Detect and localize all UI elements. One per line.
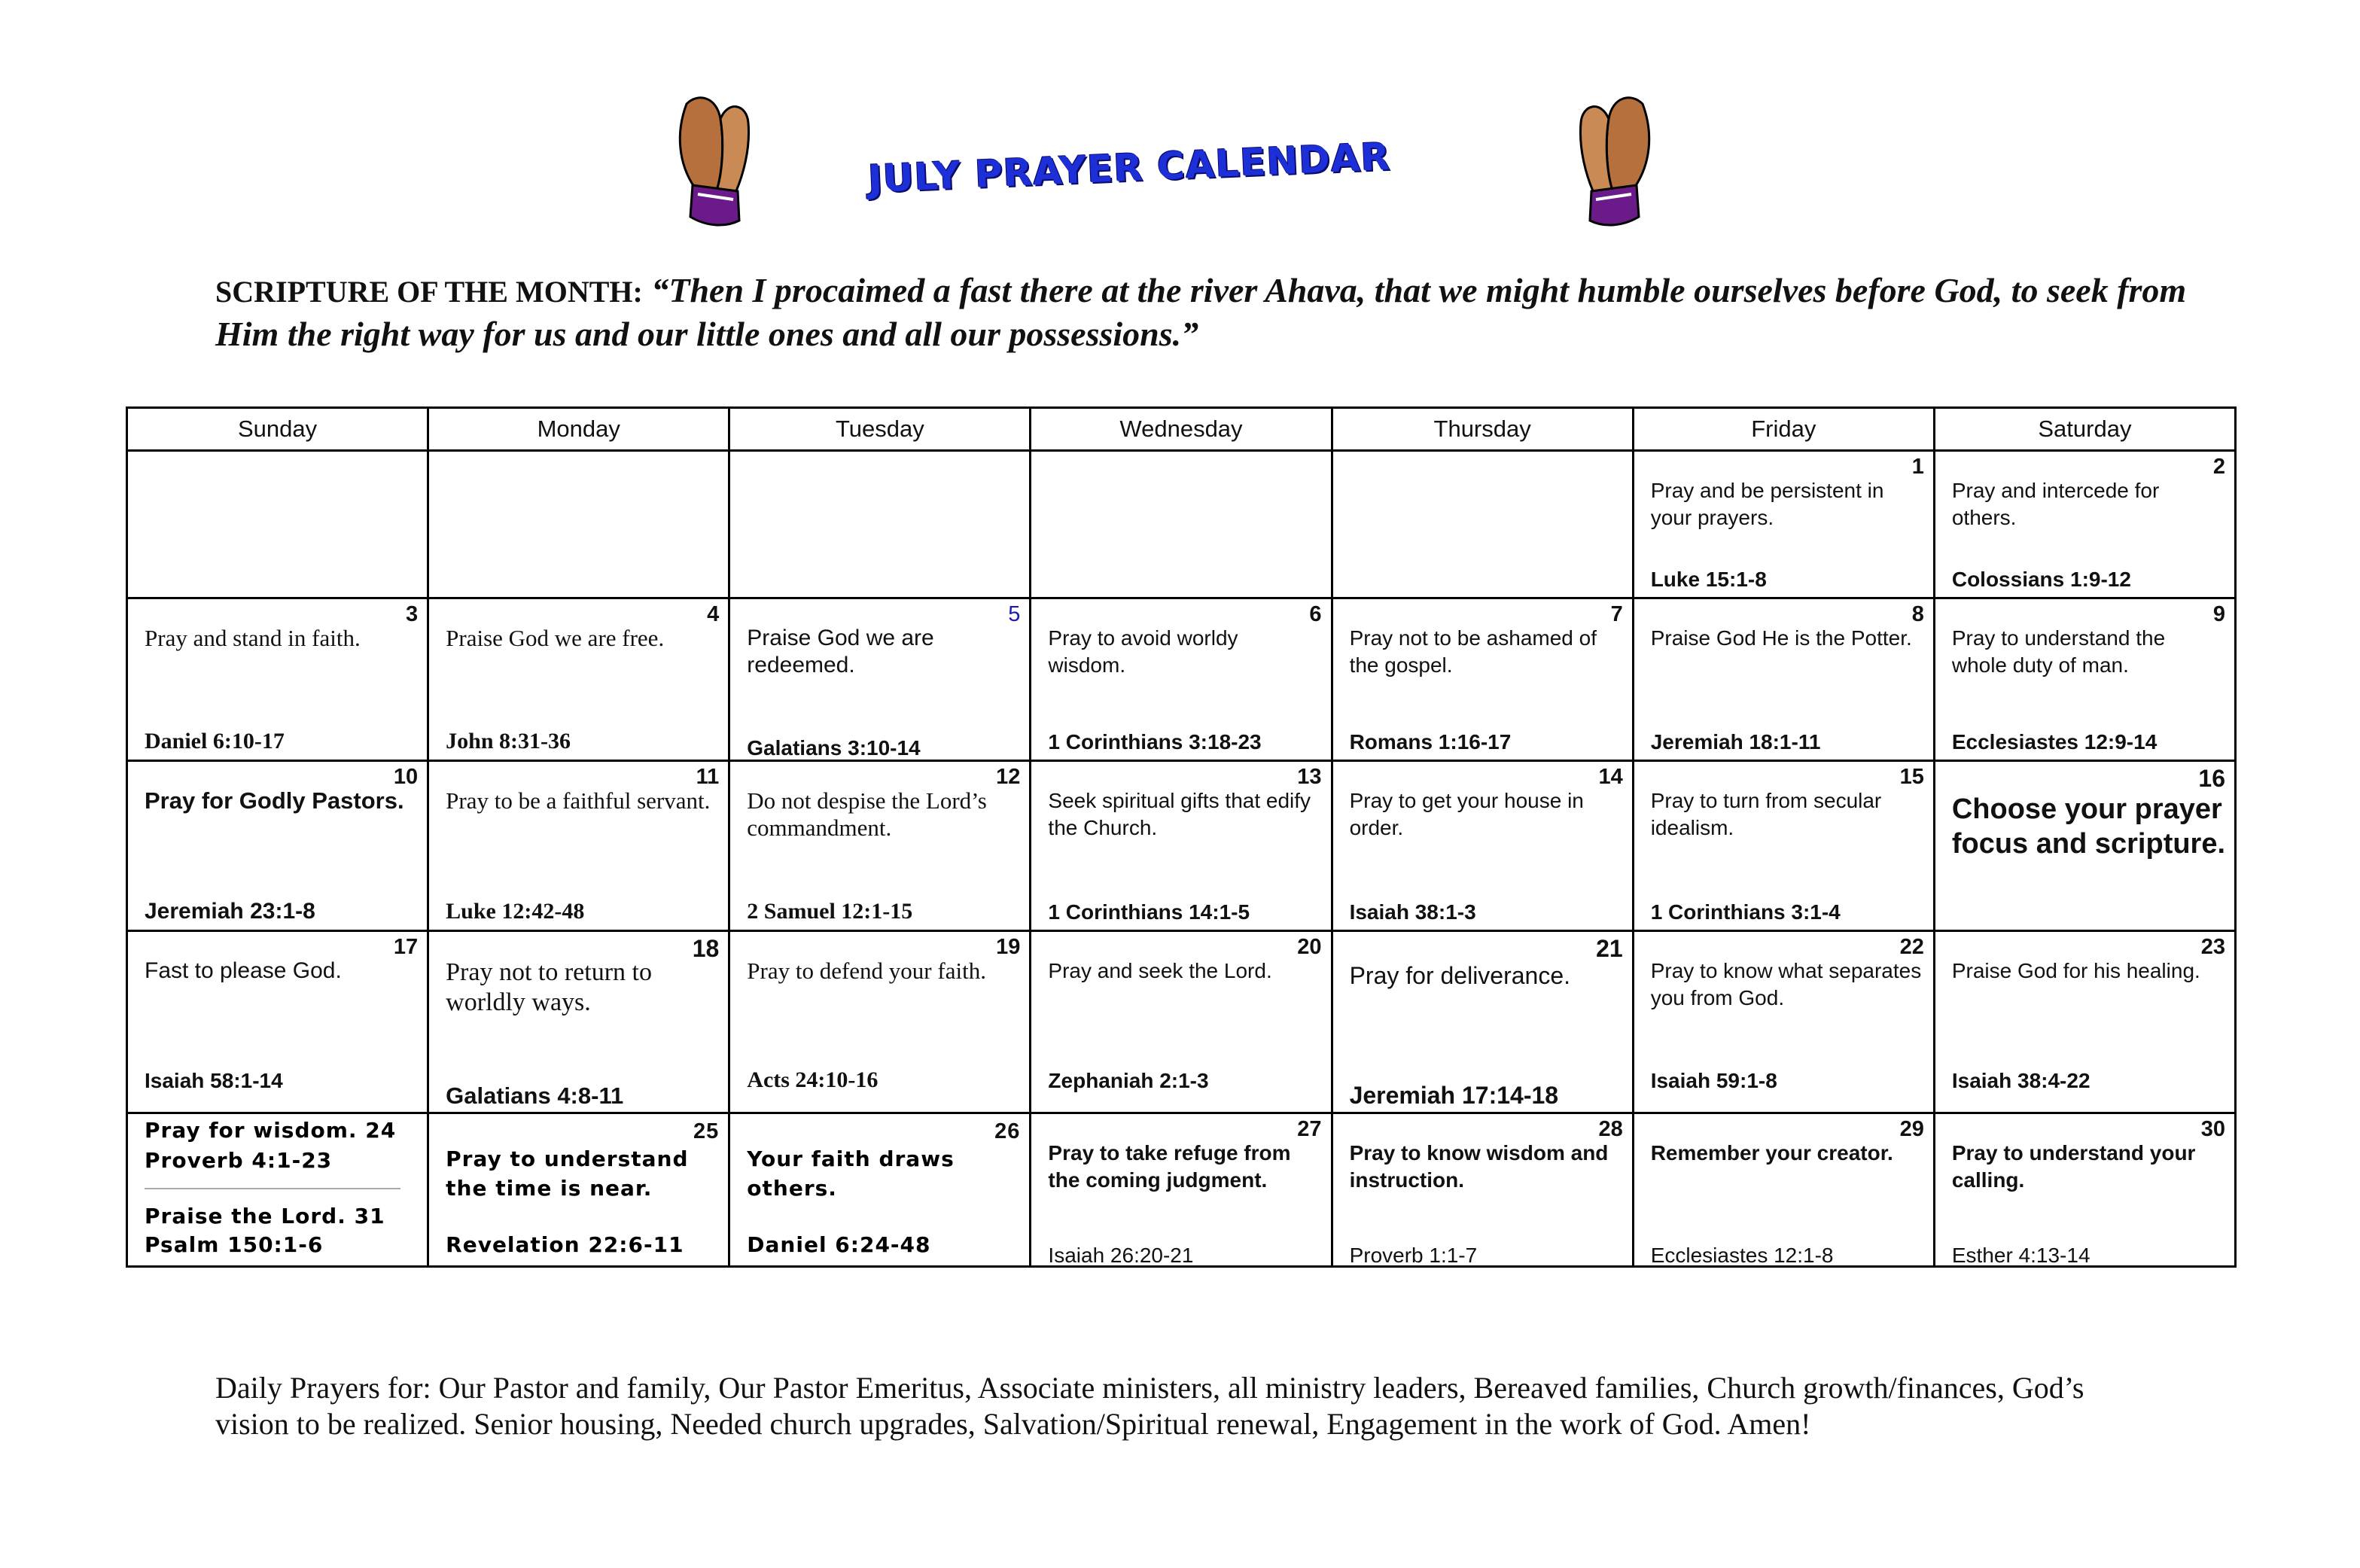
- day-header: Thursday: [1332, 408, 1633, 451]
- day-number: 29: [1899, 1117, 1924, 1142]
- day-cell: [1633, 761, 1934, 931]
- prayer-text: Praise God He is the Potter.: [1650, 626, 1912, 650]
- day-cell: [1934, 931, 2235, 1113]
- day-cell: [729, 931, 1031, 1113]
- day-header: Friday: [1633, 408, 1934, 451]
- day-number: 6: [1309, 602, 1322, 627]
- scripture-of-the-month: [215, 269, 2248, 355]
- scripture-ref: Isaiah 58:1-14: [145, 1069, 283, 1093]
- day-number: 30: [2200, 1117, 2225, 1142]
- day-cell: [428, 931, 729, 1113]
- prayer-text: Pray not to be ashamed of the gospel.: [1349, 626, 1597, 677]
- prayer-text: Praise God for his healing.: [1951, 959, 2200, 983]
- day-cell: [1031, 761, 1332, 931]
- day-cell: [1332, 598, 1633, 761]
- scripture-ref: 1 Corinthians 3:18-23: [1048, 730, 1262, 754]
- scripture-label: SCRIPTURE OF THE MONTH:: [215, 275, 643, 309]
- scripture-ref: Luke 12:42-48: [446, 899, 585, 924]
- day-cell: [729, 598, 1031, 761]
- scripture-ref: Isaiah 38:1-3: [1349, 900, 1476, 924]
- day-number: 20: [1297, 935, 1322, 960]
- prayer-text: Pray to defend your faith.: [747, 958, 986, 985]
- day-number: 15: [1899, 765, 1924, 790]
- prayer-text: Pray not to return to worldly ways.: [446, 958, 652, 1017]
- scripture-ref: Jeremiah 17:14-18: [1349, 1082, 1559, 1110]
- prayer-text: Pray to get your house in order.: [1349, 789, 1584, 840]
- scripture-ref: Galatians 3:10-14: [747, 736, 921, 760]
- day-cell-combined: [127, 1113, 428, 1267]
- day-header: Monday: [428, 408, 729, 451]
- day-number: 1: [1911, 455, 1924, 480]
- scripture-ref: Daniel 6:24-48: [747, 1232, 931, 1258]
- scripture-ref: Isaiah 38:4-22: [1951, 1069, 2091, 1093]
- prayer-text: Pray to be a faithful servant.: [446, 787, 711, 814]
- day-number: 7: [1610, 602, 1623, 627]
- day-header: Saturday: [1934, 408, 2235, 451]
- scripture-ref: Zephaniah 2:1-3: [1048, 1069, 1209, 1093]
- prayer-focus-text: Choose your prayer focus and scripture.: [1951, 793, 2226, 860]
- scripture-ref: Acts 24:10-16: [747, 1067, 879, 1093]
- prayer-text: Pray to understand the whole duty of man.: [1951, 626, 2166, 677]
- prayer-text: Pray to know wisdom and instruction.: [1349, 1141, 1609, 1192]
- prayer-text: Pray to take refuge from the coming judgment.: [1048, 1141, 1291, 1192]
- scripture-ref: Psalm 150:1-6: [145, 1232, 324, 1258]
- day-cell: [1031, 1113, 1332, 1267]
- prayer-text: Praise God we are free.: [446, 625, 665, 652]
- day-number: 3: [406, 602, 419, 627]
- day-cell: [428, 1113, 729, 1267]
- prayer-text: Pray and intercede for others.: [1951, 479, 2160, 530]
- day-cell: [1633, 451, 1934, 598]
- empty-cell: [127, 451, 428, 598]
- day-cell: [1332, 761, 1633, 931]
- day-number: 17: [393, 935, 419, 960]
- scripture-ref: Esther 4:13-14: [1951, 1244, 2091, 1268]
- prayer-text: Pray for deliverance.: [1349, 962, 1571, 990]
- prayer-text: Pray to understand the time is near.: [446, 1146, 689, 1201]
- day-cell: [1633, 1113, 1934, 1267]
- daily-prayers: Daily Prayers for: Our Pastor and family, Our Pastor Emeritus, Associate ministers, all ministry leaders, Bereaved families, Church growth/finances, God’s vision to be realized. Senior housing, Needed church upgrades, Salvation/Spiritual renewal, Engagement in the work of God. Amen!: [215, 1371, 2084, 1441]
- day-number: 27: [1297, 1117, 1322, 1142]
- prayer-text: Praise God we are redeemed.: [747, 626, 934, 678]
- day-number: 9: [2212, 602, 2225, 627]
- day-cell: [1031, 931, 1332, 1113]
- prayer-text: Pray and seek the Lord.: [1048, 959, 1272, 983]
- scripture-ref: Colossians 1:9-12: [1951, 568, 2131, 592]
- scripture-ref: Romans 1:16-17: [1349, 730, 1512, 754]
- day-cell: [1332, 931, 1633, 1113]
- day-number: 23: [2200, 935, 2225, 960]
- day-number: 12: [996, 765, 1021, 790]
- scripture-ref: 1 Corinthians 3:1-4: [1650, 900, 1841, 924]
- day-cell: [1031, 598, 1332, 761]
- prayer-text: Remember your creator.: [1650, 1141, 1893, 1165]
- day-cell: [729, 1113, 1031, 1267]
- day-cell: [1934, 451, 2235, 598]
- scripture-ref: Isaiah 59:1-8: [1650, 1069, 1777, 1093]
- scripture-ref: Galatians 4:8-11: [446, 1082, 624, 1110]
- scripture-ref: 1 Corinthians 14:1-5: [1048, 900, 1250, 924]
- prayer-text: Pray to understand your calling.: [1951, 1141, 2196, 1192]
- day-cell: [127, 761, 428, 931]
- day-number: 8: [1911, 602, 1924, 627]
- day-number: 18: [692, 935, 720, 963]
- page-title: JULY PRAYER CALENDAR: [866, 134, 1392, 202]
- scripture-ref: Proverb 4:1-23: [145, 1148, 333, 1174]
- divider: [145, 1188, 400, 1189]
- day-header: Sunday: [127, 408, 428, 451]
- empty-cell: [428, 451, 729, 598]
- day-number: 21: [1596, 935, 1623, 963]
- scripture-ref: 2 Samuel 12:1-15: [747, 899, 913, 924]
- scripture-ref: Luke 15:1-8: [1650, 568, 1767, 592]
- prayer-text: Pray to know what separates you from God.: [1650, 959, 1922, 1010]
- scripture-ref: Daniel 6:10-17: [145, 729, 285, 754]
- scripture-ref: Revelation 22:6-11: [446, 1232, 684, 1258]
- prayer-text: Praise the Lord. 31: [145, 1204, 385, 1229]
- scripture-ref: Ecclesiastes 12:9-14: [1951, 730, 2157, 754]
- day-number: 22: [1899, 935, 1924, 960]
- empty-cell: [1332, 451, 1633, 598]
- empty-cell: [1031, 451, 1332, 598]
- scripture-ref: Jeremiah 23:1-8: [145, 899, 315, 924]
- day-cell: [1633, 598, 1934, 761]
- prayer-text: Fast to please God.: [145, 958, 342, 984]
- scripture-ref: Isaiah 26:20-21: [1048, 1244, 1194, 1268]
- day-header: Wednesday: [1031, 408, 1332, 451]
- scripture-ref: John 8:31-36: [446, 729, 571, 754]
- day-number: 10: [393, 765, 419, 790]
- prayer-text: Pray for Godly Pastors.: [145, 787, 404, 814]
- prayer-text: Do not despise the Lord’s commandment.: [747, 787, 987, 842]
- day-number: 4: [707, 602, 720, 627]
- day-number: 16: [2198, 765, 2225, 793]
- prayer-text: Your faith draws others.: [747, 1146, 955, 1201]
- day-number: 5: [1008, 602, 1021, 627]
- day-number: 11: [696, 765, 720, 790]
- empty-cell: [729, 451, 1031, 598]
- day-cell: [1934, 1113, 2235, 1267]
- prayer-text: Pray for wisdom. 24: [145, 1118, 397, 1143]
- day-number: 26: [994, 1119, 1021, 1144]
- scripture-ref: Ecclesiastes 12:1-8: [1650, 1244, 1834, 1268]
- day-number: 28: [1598, 1117, 1623, 1142]
- prayer-text: Pray to avoid worldy wisdom.: [1048, 626, 1238, 677]
- day-cell: [127, 598, 428, 761]
- day-number: 13: [1297, 765, 1322, 790]
- scripture-ref: Proverb 1:1-7: [1349, 1244, 1478, 1268]
- praying-hands-icon: [664, 89, 777, 239]
- praying-hands-icon: [1552, 89, 1665, 239]
- day-number: 25: [693, 1119, 720, 1144]
- day-header: Tuesday: [729, 408, 1031, 451]
- day-cell: [428, 761, 729, 931]
- day-cell: [1332, 1113, 1633, 1267]
- day-cell: [1934, 598, 2235, 761]
- prayer-calendar: [126, 406, 2237, 1268]
- day-number: 2: [2212, 455, 2225, 480]
- scripture-text: “Then I procaimed a fast there at the river Ahava, that we might humble ourselves before God, to seek from Him the right way for us and our little ones and all our possessions.”: [215, 271, 2187, 353]
- day-number: 14: [1598, 765, 1623, 790]
- scripture-ref: Jeremiah 18:1-11: [1650, 730, 1821, 754]
- day-number: 19: [996, 935, 1021, 960]
- day-cell: [1934, 761, 2235, 931]
- prayer-text: Pray and be persistent in your prayers.: [1650, 479, 1884, 530]
- day-cell: [729, 761, 1031, 931]
- prayer-text: Pray to turn from secular idealism.: [1650, 789, 1882, 840]
- day-cell: [428, 598, 729, 761]
- prayer-text: Pray and stand in faith.: [145, 625, 361, 652]
- prayer-text: Seek spiritual gifts that edify the Church.: [1048, 789, 1311, 840]
- day-cell: [1633, 931, 1934, 1113]
- day-cell: [127, 931, 428, 1113]
